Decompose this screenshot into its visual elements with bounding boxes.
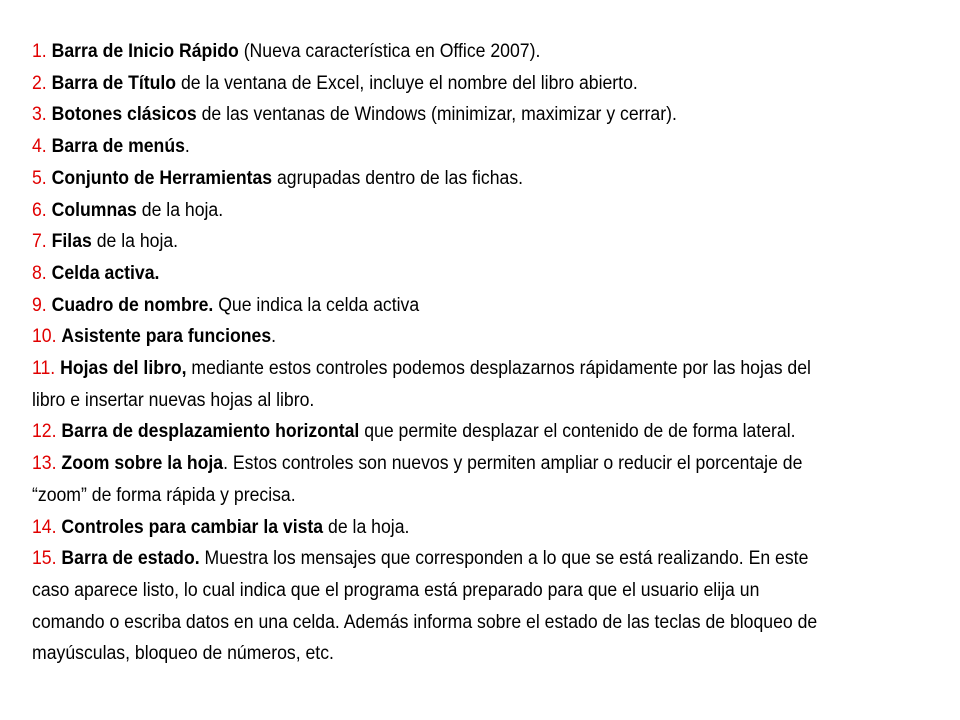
item-number: 10. — [32, 325, 57, 348]
item-number: 4. — [32, 135, 47, 158]
item-term: Cuadro de nombre. — [51, 293, 214, 316]
item-number: 2. — [32, 71, 47, 94]
list-item — [32, 512, 833, 544]
list-item — [32, 543, 833, 670]
item-number: 13. — [32, 452, 57, 475]
item-term: Barra de Inicio Rápido — [51, 40, 239, 62]
item-description: de la hoja. — [136, 198, 224, 221]
list-item — [32, 290, 833, 322]
item-term: Barra de menús — [51, 135, 185, 158]
list-item — [32, 131, 833, 163]
item-description: de la hoja. — [323, 515, 410, 538]
item-description: . — [271, 325, 277, 348]
item-term: Conjunto de Herramientas — [51, 166, 273, 189]
item-description: de la ventana de Excel, incluye el nombre del libro abierto. — [176, 71, 638, 94]
item-number: 12. — [32, 420, 57, 443]
item-number: 14. — [32, 515, 57, 538]
list-item — [32, 226, 833, 258]
item-number: 5. — [32, 166, 47, 189]
item-term: Controles para cambiar la vista — [61, 515, 324, 538]
list-item — [32, 321, 833, 353]
item-term: Barra de desplazamiento horizontal — [61, 420, 360, 443]
item-term: Barra de estado. — [61, 547, 200, 570]
list-item — [32, 416, 833, 448]
item-description: Muestra los mensajes que corresponden a lo que se está realizando. En este caso aparece listo, lo cual indica que el programa está preparado para que el usuario elija un comando o escriba datos en una celda. Además informa sobre el estado de las teclas de bloqueo de mayúsculas, bloqueo de números, etc. — [32, 547, 818, 665]
item-description: que permite desplazar el contenido de de forma lateral. — [359, 420, 796, 443]
item-number: 9. — [32, 293, 47, 316]
item-description: de las ventanas de Windows (minimizar, maximizar y cerrar). — [196, 103, 677, 126]
list-item — [32, 448, 833, 511]
excel-parts-list — [32, 36, 833, 670]
item-term: Celda activa. — [51, 261, 160, 284]
item-term: Hojas del libro, — [60, 357, 187, 380]
item-term: Barra de Título — [51, 71, 177, 94]
list-item — [32, 36, 833, 68]
item-number: 7. — [32, 230, 47, 253]
item-number: 6. — [32, 198, 47, 221]
item-term: Zoom sobre la hoja — [61, 452, 224, 475]
item-term: Columnas — [51, 198, 137, 221]
item-number: 8. — [32, 261, 47, 284]
item-number: 3. — [32, 103, 47, 126]
list-item — [32, 68, 833, 100]
item-description: . — [184, 135, 190, 158]
list-item — [32, 99, 833, 131]
item-description: Que indica la celda activa — [213, 293, 420, 316]
item-description: (Nueva característica en Office 2007). — [238, 40, 541, 62]
item-term: Filas — [51, 230, 92, 253]
item-description: de la hoja. — [91, 230, 179, 253]
list-item — [32, 163, 833, 195]
list-item — [32, 195, 833, 227]
list-item — [32, 353, 833, 416]
item-description: . Estos controles son nuevos y permiten ampliar o reducir el porcentaje de “zoom” de forma rápida y precisa. — [32, 452, 803, 506]
item-number: 11. — [32, 357, 56, 380]
item-number: 1. — [32, 40, 47, 62]
item-term: Asistente para funciones — [61, 325, 272, 348]
item-description: mediante estos controles podemos desplazarnos rápidamente por las hojas del libro e insertar nuevas hojas al libro. — [32, 357, 811, 411]
item-description: agrupadas dentro de las fichas. — [272, 166, 524, 189]
list-item — [32, 258, 833, 290]
item-term: Botones clásicos — [51, 103, 197, 126]
item-number: 15. — [32, 547, 57, 570]
